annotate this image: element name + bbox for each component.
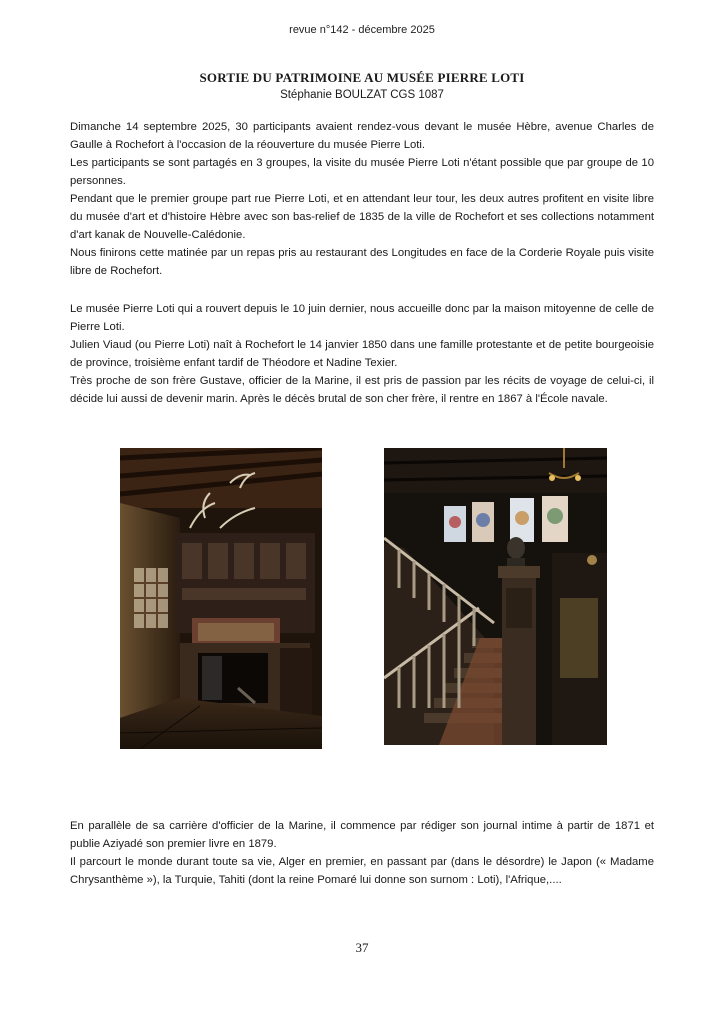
- paragraph-block-career: [70, 817, 654, 889]
- paragraph: Il parcourt le monde durant toute sa vie, Alger en premier, en passant par (dans le désordre) le Japon (« Madame Chrysanthème »), la Turquie, Tahiti (dont la reine Pomaré lui donne son surnom : Loti), l'Afrique,....: [70, 856, 654, 886]
- paragraph: Les participants se sont partagés en 3 groupes, la visite du musée Pierre Loti n'étant possible que par groupe de 10 personnes.: [70, 157, 654, 187]
- article-author: Stéphanie BOULZAT CGS 1087: [280, 89, 444, 101]
- paragraph: Dimanche 14 septembre 2025, 30 participants avaient rendez-vous devant le musée Hèbre, avenue Charles de Gaulle à Rochefort à l'occasion de la réouverture du musée Pierre Loti.: [70, 121, 654, 151]
- paragraph: Très proche de son frère Gustave, officier de la Marine, il est pris de passion par les récits de voyage de celui-ci, il décide lui aussi de devenir marin. Après le décès brutal de son cher frère, il rentre en 1867 à l'École navale.: [70, 375, 654, 405]
- paragraph: En parallèle de sa carrière d'officier de la Marine, il commence par rédiger son journal intime à partir de 1871 et publie Aziyadé son premier livre en 1879.: [70, 820, 654, 850]
- page-number: 37: [355, 940, 369, 955]
- fireplace-photo: [120, 448, 322, 749]
- staircase-illustration: [384, 448, 607, 745]
- paragraph: Pendant que le premier groupe part rue Pierre Loti, et en attendant leur tour, les deux autres profitent en visite libre du musée d'art et d'histoire Hèbre avec son bas-relief de 1835 de la ville de Rochefort et ses collections notamment d'art kanak de Nouvelle-Calédonie.: [70, 193, 654, 241]
- paragraph: Julien Viaud (ou Pierre Loti) naît à Rochefort le 14 janvier 1850 dans une famille protestante et de petite bourgeoisie de province, troisième enfant tardif de Théodore et Nadine Texier.: [70, 339, 654, 369]
- paragraph: Nous finirons cette matinée par un repas pris au restaurant des Longitudes en face de la Corderie Royale puis visite libre de Rochefort.: [70, 247, 654, 277]
- paragraph-block-intro: [70, 118, 654, 280]
- paragraph-block-biography: [70, 300, 654, 408]
- issue-header: revue n°142 - décembre 2025: [289, 24, 435, 36]
- staircase-photo: [384, 448, 607, 745]
- paragraph: Le musée Pierre Loti qui a rouvert depuis le 10 juin dernier, nous accueille donc par la maison mitoyenne de celle de Pierre Loti.: [70, 303, 654, 333]
- article-title: SORTIE DU PATRIMOINE AU MUSÉE PIERRE LOTI: [199, 70, 525, 85]
- fireplace-illustration: [120, 448, 322, 749]
